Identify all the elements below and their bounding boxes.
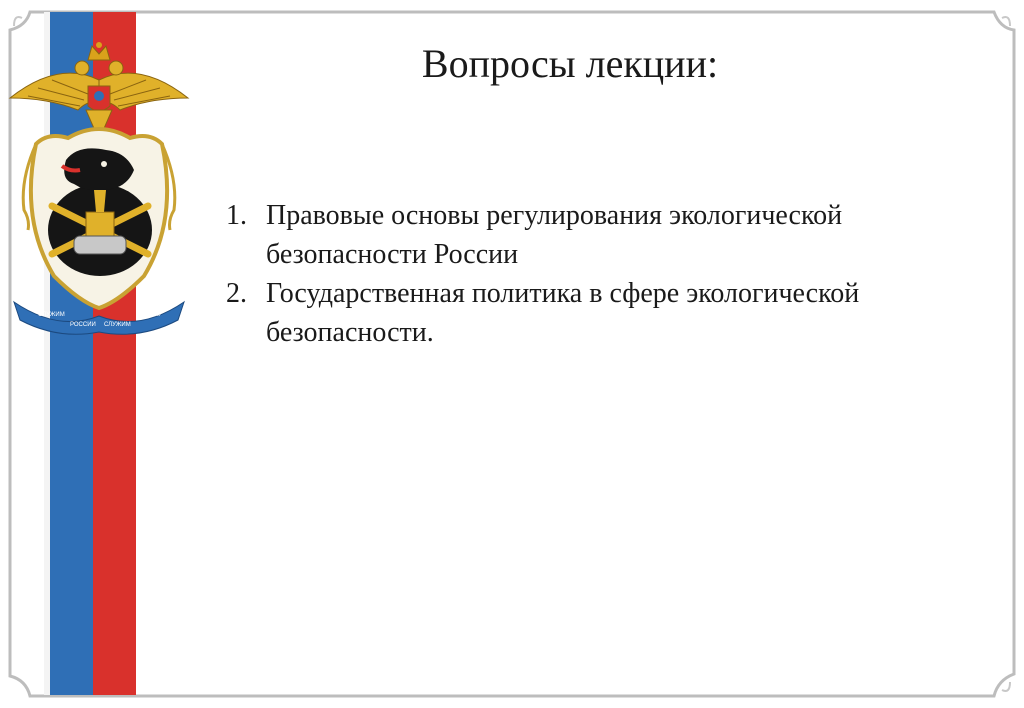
question-number: 1.	[226, 200, 247, 231]
question-text: Государственная политика в сфере экологической безопасности.	[266, 278, 860, 348]
ribbon-text-4: ЗАКОНУ	[138, 312, 162, 318]
question-number: 2.	[226, 278, 247, 309]
emblem-icon	[8, 40, 190, 335]
list-item	[226, 274, 946, 352]
ribbon-text-3: СЛУЖИМ	[104, 322, 131, 328]
slide-title: Вопросы лекции:	[421, 41, 719, 86]
list-item	[226, 196, 946, 274]
ribbon-text-1: СЛУЖИМ	[38, 312, 65, 318]
question-text: Правовые основы регулирования экологической безопасности России	[266, 200, 843, 270]
lecture-questions-list	[226, 196, 946, 352]
ribbon-text-2: РОССИИ	[70, 322, 96, 328]
